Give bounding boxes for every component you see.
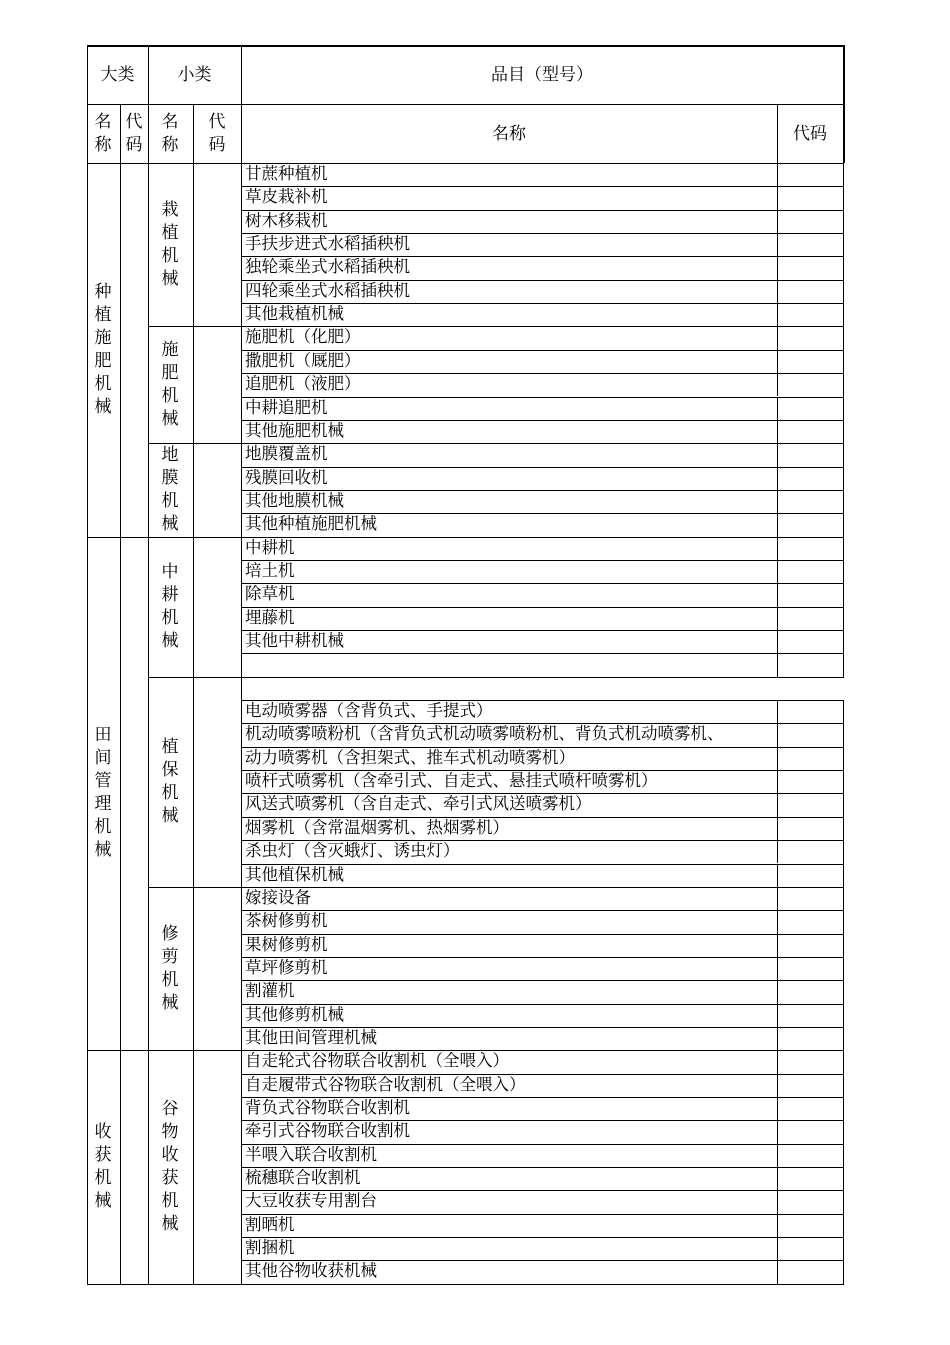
- table-row-code: [777, 1050, 843, 1073]
- table-row-code: [777, 420, 843, 443]
- table-rule: [777, 1004, 778, 1027]
- table-row-code: [777, 793, 843, 816]
- table-row-code: [777, 1237, 843, 1260]
- header-major-code: 代码: [125, 111, 143, 155]
- table-rule: [87, 163, 88, 1284]
- table-row-name: 中耕追肥机: [245, 397, 328, 417]
- minor-category-code: [207, 1050, 227, 1284]
- table-row-name: 背负式谷物联合收割机: [245, 1098, 410, 1117]
- table-row-name: 大豆收获专用割台: [245, 1191, 377, 1211]
- table-row-code: [777, 607, 843, 630]
- major-category-name: 种植施肥机械: [94, 281, 112, 417]
- table-row-code: [777, 233, 843, 256]
- table-rule: [777, 793, 778, 816]
- major-category-name: 收获机械: [94, 1122, 112, 1212]
- table-row-name: 其他修剪机械: [245, 1004, 344, 1024]
- table-rule: [777, 700, 778, 723]
- minor-category-code: [207, 443, 227, 536]
- table-row-name: 独轮乘坐式水稻插秧机: [245, 257, 410, 277]
- table-rule: [87, 46, 844, 47]
- table-row-code: [777, 934, 843, 957]
- table-row-code: [777, 303, 843, 326]
- table-rule: [777, 210, 778, 233]
- table-rule: [777, 607, 778, 630]
- table-rule: [148, 45, 149, 163]
- table-rule: [777, 256, 778, 279]
- table-row-code: [777, 957, 843, 980]
- table-row-code: [777, 1120, 843, 1143]
- table-row-code: [777, 840, 843, 863]
- table-row-code: [777, 747, 843, 770]
- table-rule: [148, 163, 149, 1284]
- table-rule: [777, 910, 778, 933]
- table-row-code: [777, 467, 843, 490]
- table-row-name: 牵引式谷物联合收割机: [245, 1121, 410, 1141]
- table-row-code: [777, 653, 843, 676]
- header-minor-code: 代码: [208, 111, 226, 155]
- table-rule: [777, 326, 778, 349]
- table-row-name: 树木移栽机: [245, 210, 328, 230]
- header-major-name: 名称: [94, 111, 112, 155]
- minor-category-code: [207, 887, 227, 1050]
- table-row-code: [777, 1074, 843, 1097]
- table-row-code: [777, 513, 843, 536]
- table-row-name: 其他中耕机械: [245, 631, 344, 650]
- table-row-name: 撒肥机（厩肥）: [245, 350, 361, 370]
- table-rule: [777, 934, 778, 957]
- table-rule: [777, 980, 778, 1003]
- table-row-name: 割晒机: [245, 1214, 295, 1234]
- table-rule: [777, 280, 778, 303]
- major-category-code: [124, 537, 144, 1051]
- table-rule: [777, 1214, 778, 1237]
- table-row-name: 草皮栽补机: [245, 187, 328, 207]
- table-row-name: 杀虫灯（含灭蛾灯、诱虫灯）: [245, 841, 460, 861]
- table-rule: [241, 677, 844, 678]
- table-row-code: [777, 280, 843, 303]
- table-row-name: 追肥机（液肥）: [245, 374, 361, 394]
- minor-category-name: 中耕机械: [161, 561, 179, 651]
- table-rule: [120, 104, 121, 163]
- table-row-code: [777, 537, 843, 560]
- table-row-code: [777, 630, 843, 653]
- table-rule: [193, 104, 194, 163]
- major-category-code: [124, 1050, 144, 1284]
- table-row-code: [777, 1260, 843, 1283]
- table-row-name: 其他植保机械: [245, 864, 344, 884]
- table-row-name: 其他种植施肥机械: [245, 514, 377, 534]
- table-row-name: 梳穗联合收割机: [245, 1168, 361, 1188]
- minor-category-name: 施肥机械: [161, 339, 179, 429]
- table-row-code: [777, 817, 843, 840]
- table-rule: [777, 957, 778, 980]
- table-row-name: 中耕机: [245, 537, 295, 557]
- table-rule: [777, 1260, 778, 1283]
- table-row-name: 喷杆式喷雾机（含牵引式、自走式、悬挂式喷杆喷雾机）: [245, 771, 658, 791]
- header-major: 大类: [100, 64, 135, 85]
- table-row-code: [777, 910, 843, 933]
- table-rule: [777, 630, 778, 653]
- table-row-name: 半喂入联合收割机: [245, 1144, 377, 1164]
- table-rule: [148, 1284, 242, 1285]
- table-rule: [777, 467, 778, 490]
- table-rule: [777, 1074, 778, 1097]
- table-rule: [777, 1144, 778, 1167]
- table-rule: [87, 104, 844, 105]
- major-category-code: [124, 163, 144, 537]
- minor-category-name: 植保机械: [161, 736, 179, 826]
- table-row-code: [777, 1214, 843, 1237]
- table-row-name: 风送式喷雾机（含自走式、牵引式风送喷雾机）: [245, 794, 592, 814]
- minor-category-code: [207, 677, 227, 887]
- table-rule: [777, 186, 778, 209]
- table-rule: [777, 864, 778, 887]
- table-rule: [844, 45, 845, 163]
- table-row-code: [777, 163, 843, 186]
- table-rule: [777, 1167, 778, 1190]
- table-rule: [777, 560, 778, 583]
- header-minor-name: 名称: [161, 111, 179, 155]
- table-row-name: 其他田间管理机械: [245, 1027, 377, 1047]
- table-row-name: 割灌机: [245, 981, 295, 1001]
- table-rule: [777, 1027, 778, 1050]
- table-rule: [777, 373, 778, 396]
- table-rule: [777, 537, 778, 560]
- table-row-name: 除草机: [245, 584, 295, 604]
- table-row-name: 自走履带式谷物联合收割机（全喂入）: [245, 1074, 526, 1094]
- table-rule: [777, 233, 778, 256]
- table-rule: [87, 1284, 149, 1285]
- table-rule: [777, 350, 778, 373]
- table-row-code: [777, 560, 843, 583]
- header-item-name: 名称: [492, 123, 526, 144]
- table-rule: [777, 303, 778, 326]
- minor-category-name: 谷物收获机械: [161, 1099, 179, 1235]
- table-rule: [777, 1097, 778, 1120]
- minor-category-name: 修剪机械: [161, 923, 179, 1013]
- table-row-code: [777, 350, 843, 373]
- header-minor: 小类: [177, 64, 212, 85]
- table-row-code: [777, 887, 843, 910]
- table-rule: [777, 887, 778, 910]
- table-row-code: [777, 700, 843, 723]
- table-row-code: [777, 770, 843, 793]
- major-category-name: 田间管理机械: [94, 725, 112, 861]
- table-row-name: 地膜覆盖机: [245, 444, 328, 464]
- table-row-code: [777, 186, 843, 209]
- table-row-name: 手扶步进式水稻插秧机: [245, 234, 410, 254]
- minor-category-name: 栽植机械: [161, 199, 179, 289]
- table-row-name: 茶树修剪机: [245, 911, 328, 931]
- table-row-code: [777, 583, 843, 606]
- table-rule: [843, 700, 844, 1284]
- table-row-name: 烟雾机（含常温烟雾机、热烟雾机）: [245, 817, 509, 837]
- table-rule: [777, 513, 778, 536]
- table-row-code: [777, 397, 843, 420]
- table-rule: [777, 420, 778, 443]
- table-row-code: [777, 1097, 843, 1120]
- table-row-name: 自走轮式谷物联合收割机（全喂入）: [245, 1051, 509, 1071]
- table-rule: [777, 723, 778, 746]
- table-row-name: 甘蔗种植机: [245, 164, 328, 183]
- table-row-code: [777, 1190, 843, 1213]
- table-row-code: [777, 490, 843, 513]
- minor-category-code: [207, 326, 227, 443]
- table-rule: [777, 163, 778, 186]
- table-rule: [777, 104, 778, 163]
- table-rule: [120, 163, 121, 1284]
- table-rule: [777, 747, 778, 770]
- table-rule: [777, 397, 778, 420]
- table-rule: [777, 1120, 778, 1143]
- table-rule: [777, 443, 778, 466]
- table-row-name: 草坪修剪机: [245, 957, 328, 977]
- table-rule: [777, 817, 778, 840]
- table-row-code: [777, 1004, 843, 1027]
- table-rule: [777, 770, 778, 793]
- table-row-name: 嫁接设备: [245, 887, 311, 907]
- table-row-name: 机动喷雾喷粉机（含背负式机动喷雾喷粉机、背负式机动喷雾机、: [245, 724, 724, 744]
- table-row-code: [777, 443, 843, 466]
- table-row-name: 培土机: [245, 560, 295, 580]
- table-row-name: 果树修剪机: [245, 934, 328, 954]
- table-row-code: [777, 326, 843, 349]
- header-item: 品目（型号）: [491, 64, 593, 85]
- table-row-code: [777, 1027, 843, 1050]
- table-rule: [777, 653, 778, 676]
- table-rule: [777, 1190, 778, 1213]
- table-rule: [777, 1237, 778, 1260]
- table-row-name: 其他施肥机械: [245, 420, 344, 440]
- table-row-code: [777, 864, 843, 887]
- table-rule: [193, 163, 194, 1284]
- table-row-name: 残膜回收机: [245, 467, 328, 487]
- minor-category-code: [207, 163, 227, 326]
- table-row-code: [777, 723, 843, 746]
- table-rule: [777, 1050, 778, 1073]
- table-row-name: 施肥机（化肥）: [245, 327, 361, 347]
- table-rule: [241, 45, 242, 163]
- table-rule: [777, 583, 778, 606]
- table-row-name: 其他谷物收获机械: [245, 1261, 377, 1281]
- table-row-code: [777, 256, 843, 279]
- table-row-name: 四轮乘坐式水稻插秧机: [245, 280, 410, 300]
- table-rule: [843, 163, 844, 677]
- table-row-name: 电动喷雾器（含背负式、手提式）: [245, 701, 493, 721]
- header-item-code: 代码: [793, 123, 827, 144]
- table-row-name: 动力喷雾机（含担架式、推车式机动喷雾机）: [245, 747, 575, 767]
- table-row-name: 其他栽植机械: [245, 304, 344, 324]
- table-rule: [777, 840, 778, 863]
- table-rule: [777, 490, 778, 513]
- minor-category-name: 地膜机械: [161, 444, 179, 534]
- table-row-name: 割捆机: [245, 1238, 295, 1258]
- table-row-name: [241, 653, 777, 676]
- table-row-name: 埋藤机: [245, 607, 295, 627]
- table-rule: [241, 163, 242, 1284]
- table-row-name: 其他地膜机械: [245, 490, 344, 510]
- table-row-code: [777, 373, 843, 396]
- table-row-code: [777, 210, 843, 233]
- table-rule: [241, 1284, 844, 1285]
- table-row-code: [777, 1167, 843, 1190]
- minor-category-code: [207, 537, 227, 677]
- table-row-code: [777, 1144, 843, 1167]
- table-rule: [87, 45, 88, 163]
- table-row-code: [777, 980, 843, 1003]
